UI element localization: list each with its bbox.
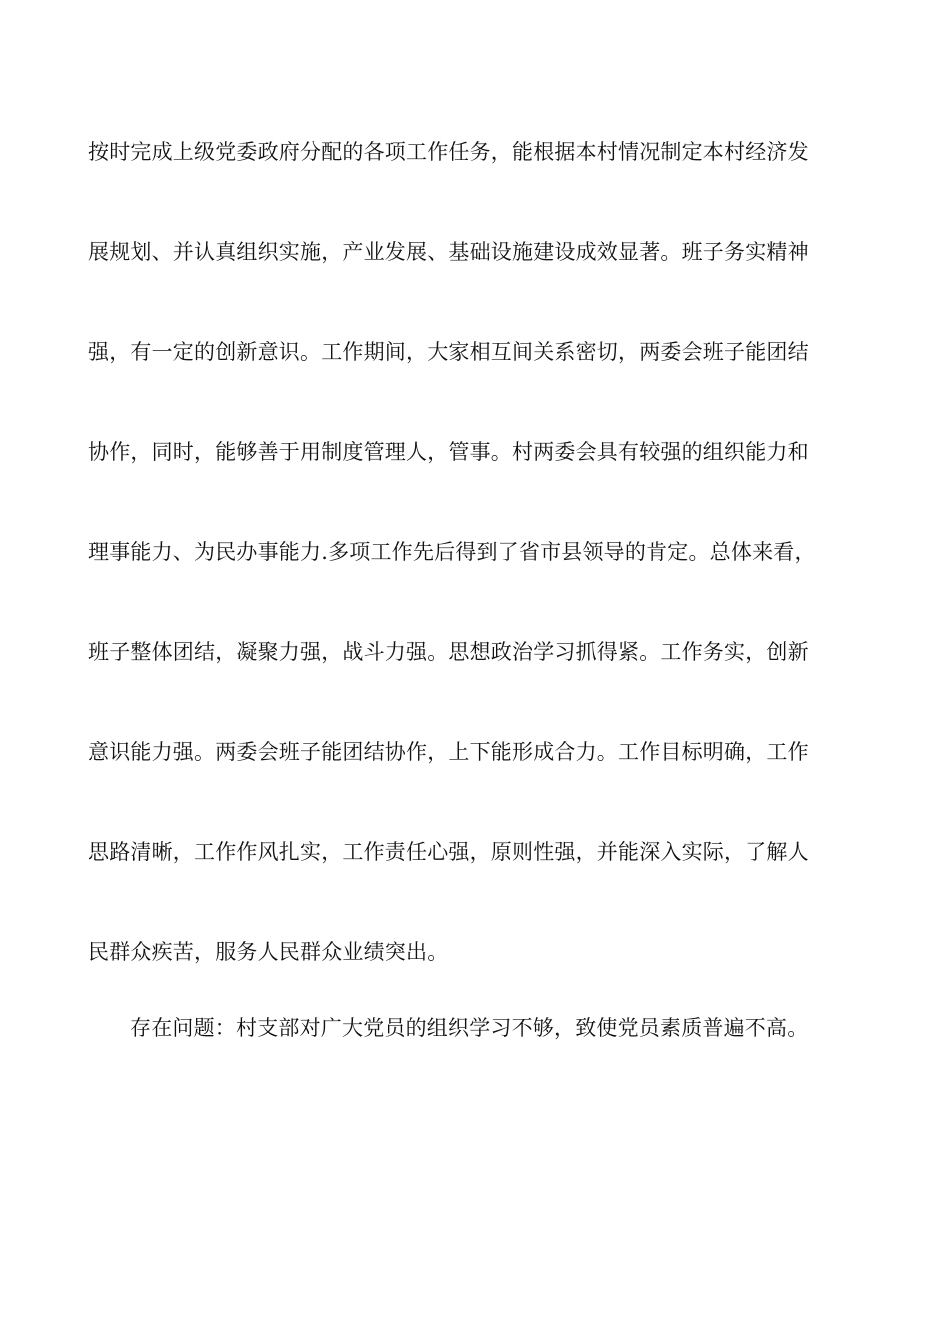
paragraph-line-1: 按时完成上级党委政府分配的各项工作任务，能根据本村情况制定本村经济发 xyxy=(88,140,809,164)
paragraph-line-3: 强，有一定的创新意识。工作期间，大家相互间关系密切，两委会班子能团结 xyxy=(88,340,809,364)
paragraph-line-8: 思路清晰，工作作风扎实，工作责任心强，原则性强，并能深入实际，了解人 xyxy=(88,840,809,864)
paragraph-line-7: 意识能力强。两委会班子能团结协作，上下能形成合力。工作目标明确，工作 xyxy=(88,740,809,764)
paragraph-line-6: 班子整体团结，凝聚力强，战斗力强。思想政治学习抓得紧。工作务实，创新 xyxy=(88,640,809,664)
paragraph-line-4: 协作，同时，能够善于用制度管理人，管事。村两委会具有较强的组织能力和 xyxy=(88,440,809,464)
paragraph-line-5: 理事能力、为民办事能力.多项工作先后得到了省市县领导的肯定。总体来看， xyxy=(88,540,816,564)
paragraph-line-2: 展规划、并认真组织实施，产业发展、基础设施建设成效显著。班子务实精神 xyxy=(88,240,809,264)
problem-paragraph: 存在问题：村支部对广大党员的组织学习不够，致使党员素质普遍不高。 xyxy=(130,1016,809,1040)
paragraph-line-9: 民群众疾苦，服务人民群众业绩突出。 xyxy=(88,940,449,964)
